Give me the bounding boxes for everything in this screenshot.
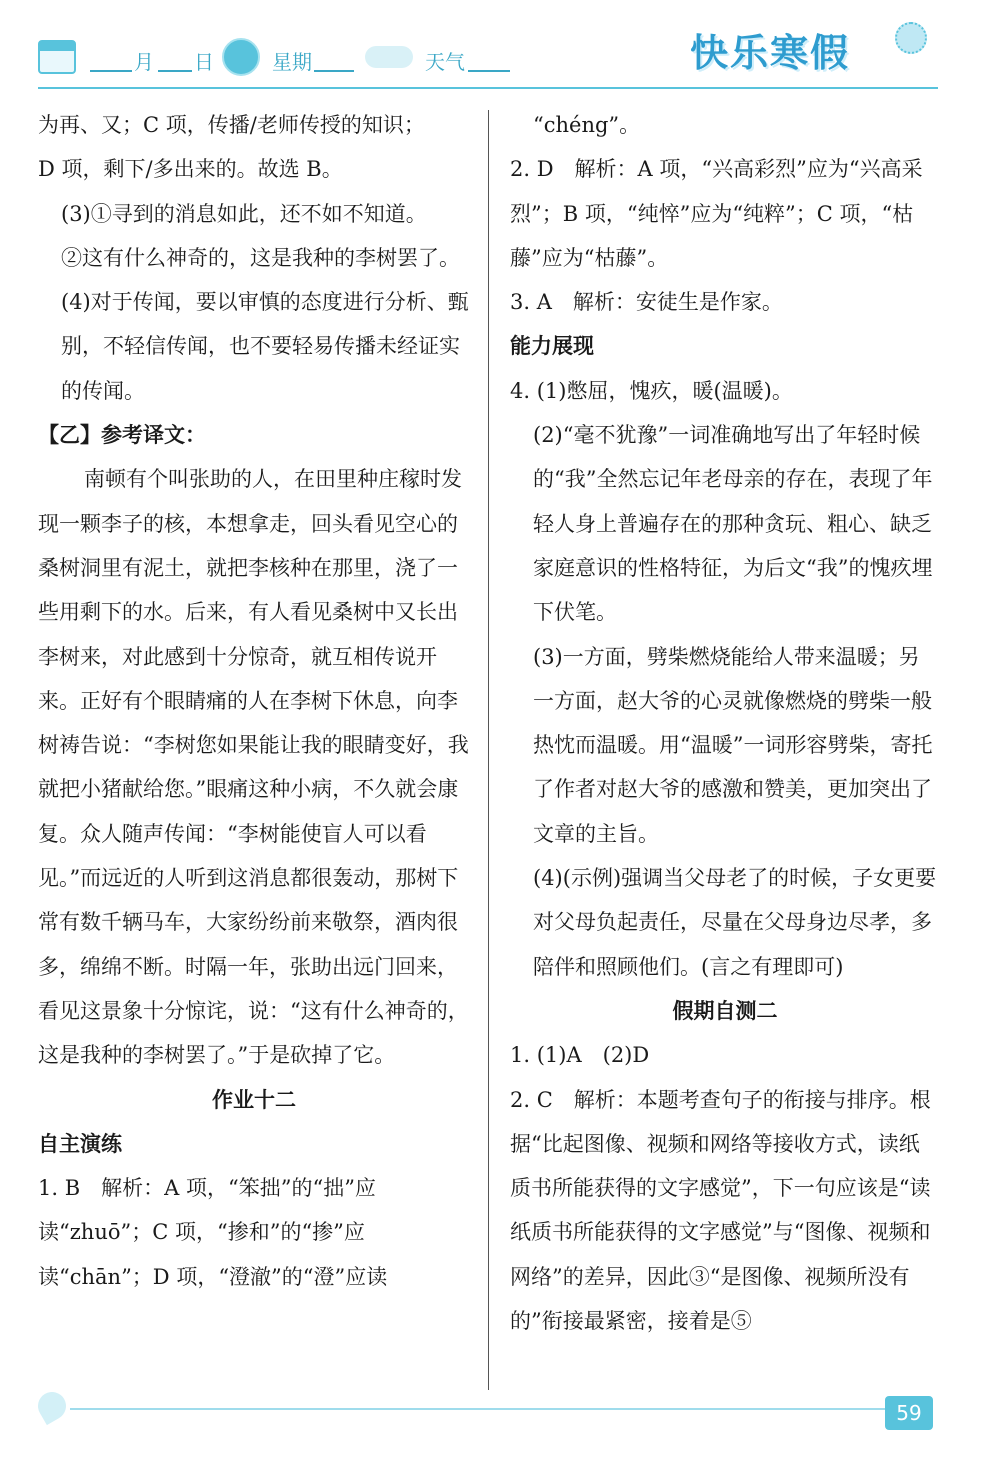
cloud-icon <box>365 46 413 68</box>
right-column <box>510 103 940 1343</box>
weather-blank <box>468 70 510 72</box>
left-column-paragraph: 【乙】参考译文： <box>38 423 206 448</box>
weekday-label: 星期 <box>272 50 312 74</box>
left-column-paragraph: 作业十二 <box>212 1087 296 1112</box>
right-column-paragraph: 能力展现 <box>510 334 594 359</box>
right-column-paragraph: (2)“毫不犹豫”一词准确地写出了年轻时候的“我”全然忘记年老母亲的存在，表现了年轻人身上普遍存在的那种贪玩、粗心、缺乏家庭意识的性格特征，为后文“我”的愧疚埋下伏笔。 <box>533 423 933 625</box>
right-column-paragraph: 1. (1)A (2)D <box>510 1043 650 1068</box>
right-column-paragraph: 假期自测二 <box>672 998 778 1023</box>
right-column-paragraph: (4)(示例)强调当父母老了的时候，子女更要对父母负起责任，尽量在父母身边尽孝，多陪伴和照顾他们。(言之有理即可) <box>533 866 937 979</box>
day-label: 日 <box>194 50 214 74</box>
left-column-paragraph: 自主演练 <box>38 1131 122 1156</box>
clock-icon <box>222 38 260 76</box>
weekday-blank <box>314 70 354 72</box>
sun-icon <box>895 22 927 54</box>
left-column-paragraph: 为再、又；C 项，传播/老师传授的知识； <box>38 113 425 137</box>
left-column <box>38 103 470 1299</box>
footer-divider <box>70 1408 920 1410</box>
page-number: 59 <box>885 1396 933 1430</box>
left-column-paragraph: ②这有什么神奇的，这是我种的李树罢了。 <box>61 245 460 270</box>
right-column-paragraph: “chéng”。 <box>533 113 641 137</box>
month-label: 月 <box>134 50 154 74</box>
left-column-paragraph: 南顿有个叫张助的人，在田里种庄稼时发现一颗李子的核，本想拿走，回头看见空心的桑树洞里有泥土，就把李核种在那里，浇了一些用剩下的水。后来，有人看见桑树中又长出李树来，对此感到十分惊奇，就互相传说开来。正好有个眼睛痛的人在李树下休息，向李树祷告说：“李树您如果能让我的眼睛变好，我就把小猪献给您。”眼痛这种小病，不久就会康复。众人随声传闻：“李树能使盲人可以看见。”而远近的人听到这消息都很轰动，那树下常有数千辆马车，大家纷纷前来敬祭，酒肉很多，绵绵不断。时隔一年，张助出远门回来，看见这景象十分惊诧，说：“这有什么神奇的，这是我种的李树罢了。”于是砍掉了它。 <box>38 467 469 1068</box>
page-header <box>0 0 1000 95</box>
left-column-paragraph: (4)对于传闻，要以审慎的态度进行分析、甄别，不轻信传闻，也不要轻易传播未经证实的传闻。 <box>61 290 469 403</box>
right-column-paragraph: 3. A 解析：安徒生是作家。 <box>510 290 783 315</box>
right-column-paragraph: (3)一方面，劈柴燃烧能给人带来温暖；另一方面，赵大爷的心灵就像燃烧的劈柴一般热忱而温暖。用“温暖”一词形容劈柴，寄托了作者对赵大爷的感激和赞美，更加突出了文章的主旨。 <box>533 644 933 846</box>
month-blank <box>90 70 132 72</box>
left-column-paragraph: 1. B 解析：A 项，“笨拙”的“拙”应读“zhuō”；C 项，“掺和”的“掺”应读“chān”；D 项，“澄澈”的“澄”应读 <box>38 1176 388 1289</box>
day-blank <box>158 70 192 72</box>
header-divider <box>38 87 938 89</box>
left-column-paragraph: D 项，剩下/多出来的。故选 B。 <box>38 157 343 182</box>
left-column-paragraph: (3)①寻到的消息如此，还不如不知道。 <box>61 201 427 226</box>
calendar-icon <box>38 40 76 74</box>
right-column-paragraph: 4. (1)憋屈，愧疚，暖(温暖)。 <box>510 378 793 403</box>
leaf-icon <box>33 1387 71 1425</box>
weather-label: 天气 <box>425 50 465 74</box>
right-column-paragraph: 2. D 解析：A 项，“兴高彩烈”应为“兴高采烈”；B 项，“纯悴”应为“纯粹”；C 项，“枯藤”应为“枯藤”。 <box>510 157 923 270</box>
column-divider <box>488 110 489 1390</box>
right-column-paragraph: 2. C 解析：本题考查句子的衔接与排序。根据“比起图像、视频和网络等接收方式，读纸质书所能获得的文字感觉”，下一句应该是“读纸质书所能获得的文字感觉”与“图像、视频和网络”的差异，因此③“是图像、视频所没有的”衔接最紧密，接着是⑤ <box>510 1087 931 1334</box>
brand-title: 快乐寒假 <box>690 31 851 75</box>
